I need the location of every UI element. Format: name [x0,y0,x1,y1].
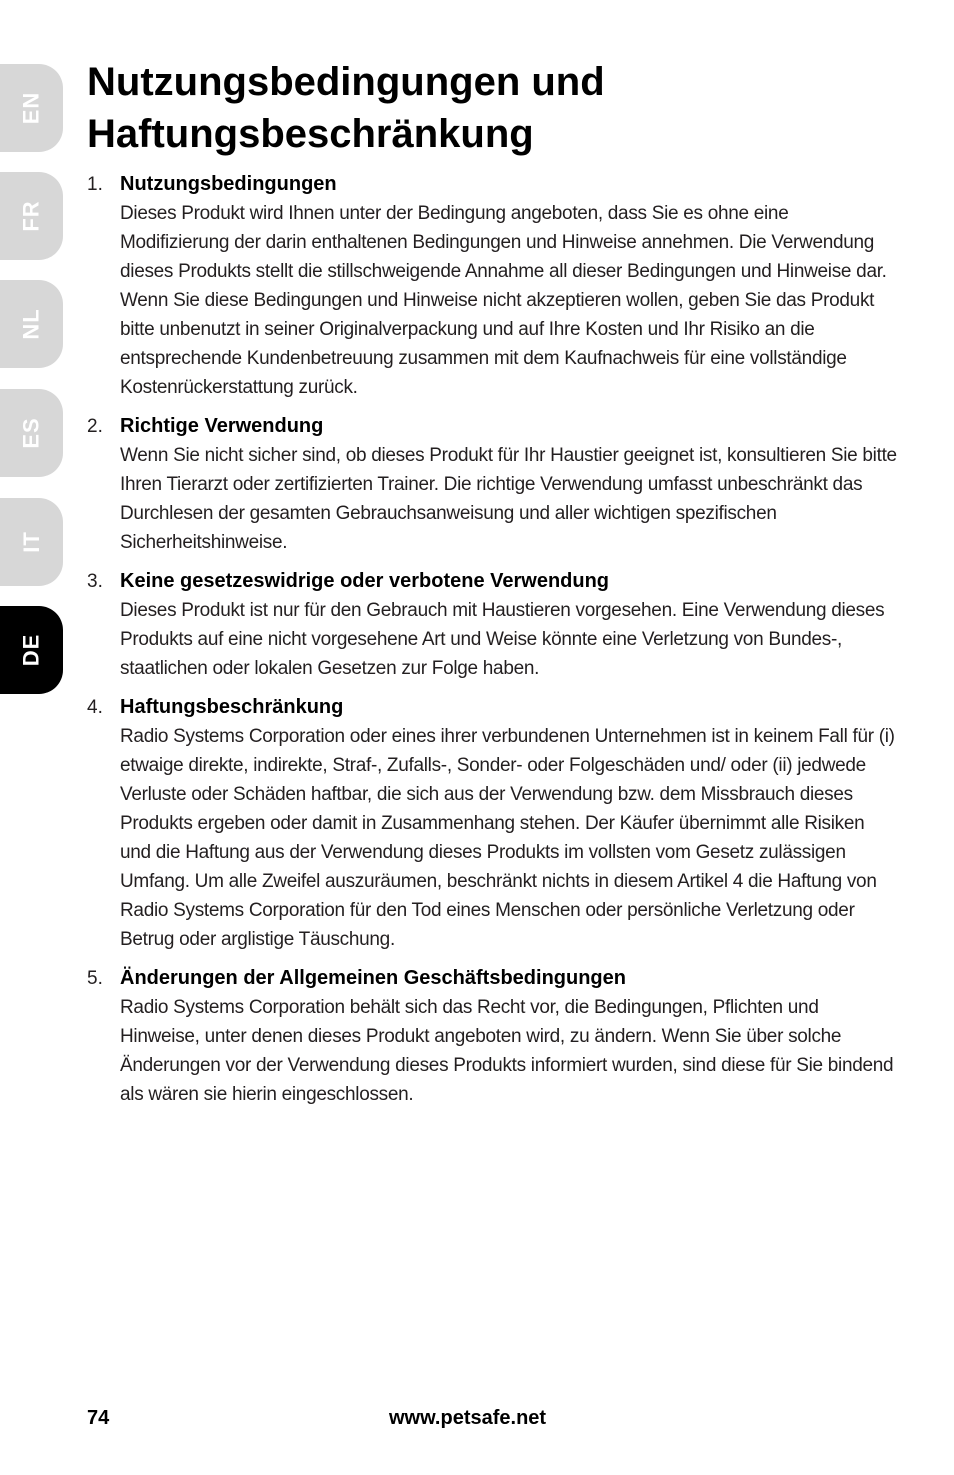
list-item [87,693,897,954]
terms-list [87,170,897,1109]
section-heading: Änderungen der Allgemeinen Geschäftsbedingungen [120,967,626,989]
language-tab-label: IT [18,531,44,553]
section-heading: Haftungsbeschränkung [120,696,344,718]
language-tab-it[interactable] [0,498,63,586]
section-heading: Keine gesetzeswidrige oder verbotene Verwendung [120,570,610,592]
section-body: Dieses Produkt ist nur für den Gebrauch mit Haustieren vorgesehen. Eine Verwendung dieses Produkts auf eine nicht vorgesehene Art und Weise könnte eine Verletzung von Bundes-, staatlichen oder lokalen Gesetzen zur Folge haben. [120,600,885,679]
language-tab-label: DE [18,633,44,667]
section-number: 5. [87,968,103,989]
section-number: 2. [87,416,103,437]
page-title: Nutzungsbedingungen und Haftungsbeschränkung [87,60,605,156]
language-tab-label: ES [18,417,44,449]
section-body: Radio Systems Corporation behält sich das Recht vor, die Bedingungen, Pflichten und Hinweise, unter denen dieses Produkt angeboten wird, zu ändern. Wenn Sie über solche Änderungen vor der Verwendung dieses Produkts informiert wurden, sind diese für Sie bindend als wären sie hierin eingeschlossen. [120,997,894,1105]
list-item [87,170,897,402]
section-number: 4. [87,697,103,718]
page-content [87,56,897,1119]
language-tab-label: NL [18,308,44,340]
language-tab-label: FR [18,200,44,232]
section-body: Radio Systems Corporation oder eines ihrer verbundenen Unternehmen ist in keinem Fall für (i) etwaige direkte, indirekte, Straf-, Zufalls-, Sonder- oder Folgeschäden und/ oder (ii) jedwede Verluste oder Schäden haftbar, die sich aus der Verwendung bzw. dem Missbrauch dieses Produkts ergeben oder damit in Zusammenhang stehen. Der Käufer übernimmt alle Risiken und die Haftung aus der Verwendung dieses Produkts im vollsten vom Gesetz zulässigen Umfang. Um alle Zweifel auszuräumen, beschränkt nichts in diesem Artikel 4 die Haftung von Radio Systems Corporation für den Tod eines Menschen oder persönliche Verletzung oder Betrug oder arglistige Täuschung. [120,726,895,950]
language-tab-de[interactable] [0,606,63,694]
list-item [87,964,897,1109]
section-body: Wenn Sie nicht sicher sind, ob dieses Produkt für Ihr Haustier geeignet ist, konsultieren Sie bitte Ihren Tierarzt oder zertifizierten Trainer. Die richtige Verwendung umfasst unbeschränkt das Durchlesen der gesamten Gebrauchsanweisung und aller wichtigen spezifischen Sicherheitshinweise. [120,445,897,553]
language-tab-fr[interactable] [0,172,63,260]
page-number: 74 [87,1407,110,1429]
language-tab-en[interactable] [0,64,63,152]
section-body: Dieses Produkt wird Ihnen unter der Bedingung angeboten, dass Sie es ohne eine Modifizierung der darin enthaltenen Bedingungen und Hinweise annehmen. Die Verwendung dieses Produkts stellt die stillschweigende Annahme all dieser Bedingungen und Hinweise dar. Wenn Sie diese Bedingungen und Hinweise nicht akzeptieren wollen, geben Sie das Produkt bitte unbenutzt in seiner Originalverpackung und auf Ihre Kosten und Ihr Risiko an die entsprechende Kundenbetreuung zusammen mit dem Kaufnachweis für eine vollständige Kostenrückerstattung zurück. [120,203,887,398]
section-heading: Nutzungsbedingungen [120,173,337,195]
language-tab-es[interactable] [0,389,63,477]
section-number: 1. [87,174,103,195]
list-item [87,412,897,557]
language-tab-nl[interactable] [0,280,63,368]
section-number: 3. [87,571,103,592]
list-item [87,567,897,683]
language-tab-label: EN [18,91,44,125]
section-heading: Richtige Verwendung [120,415,324,437]
footer-url-link[interactable]: www.petsafe.net [389,1407,547,1429]
